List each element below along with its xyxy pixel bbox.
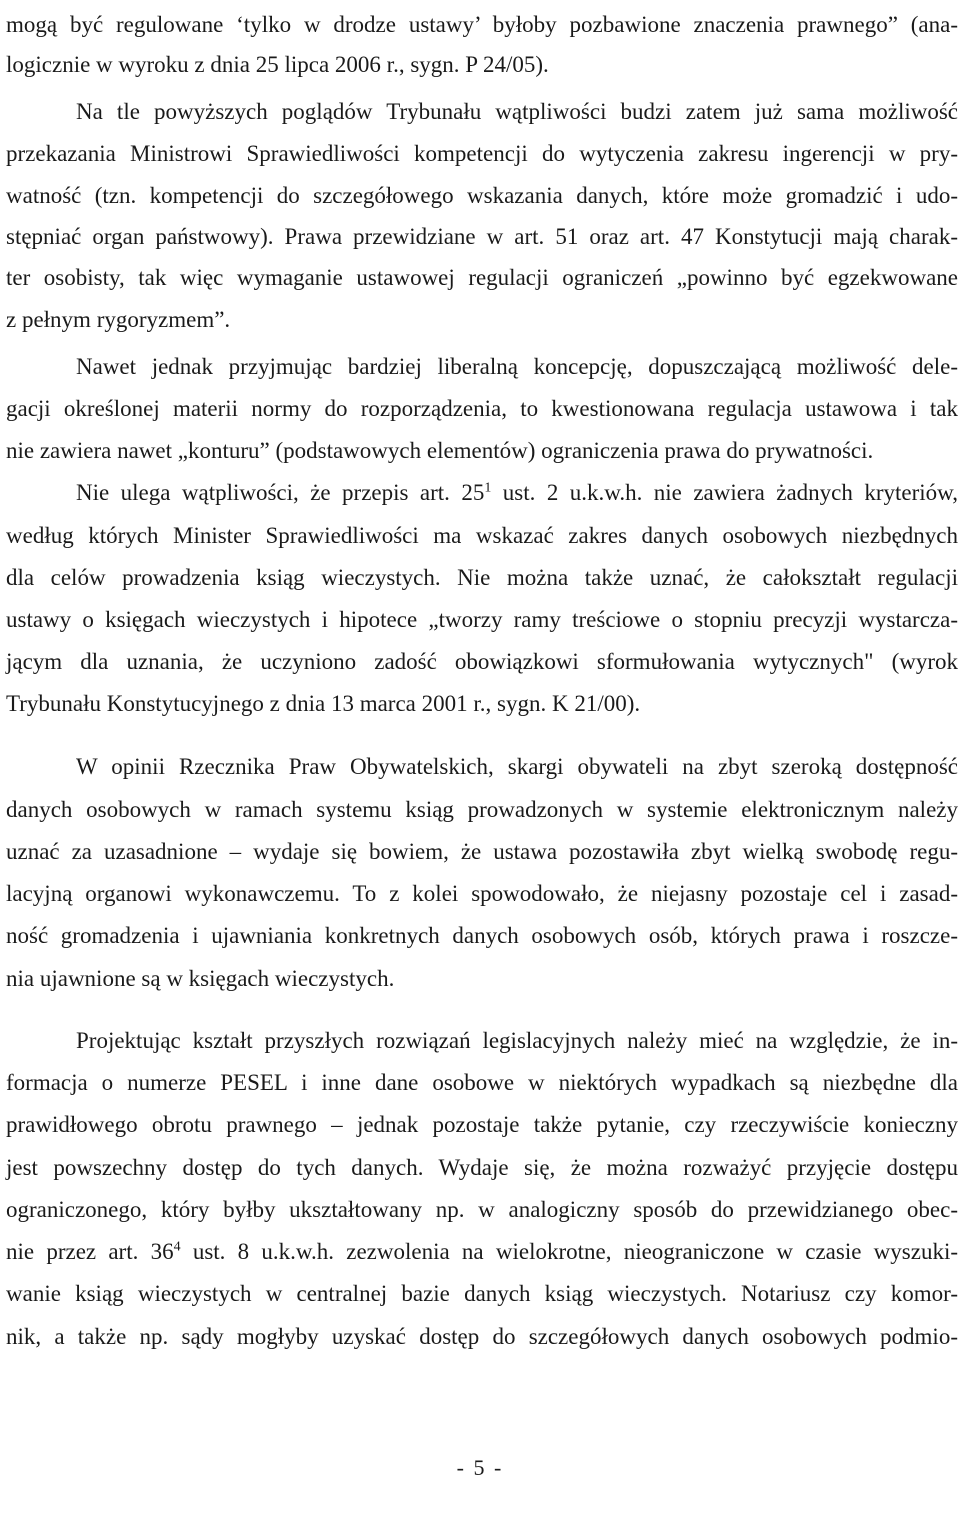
text-segment: Nie ulega wątpliwości, że przepis art. 25 [76,480,485,505]
text-line [6,1237,958,1267]
text-line: prawidłowego obrotu prawnego – jednak pozostaje także pytanie, czy rzeczywiście konieczny [6,1112,958,1137]
text-line: z pełnym rygoryzmem”. [6,307,231,332]
text-line: według których Minister Sprawiedliwości ma wskazać zakres danych osobowych niezbędnych [6,523,958,548]
text-line: nik, a także np. sądy mogłyby uzyskać dostęp do szczegółowych danych osobowych podmio- [6,1324,958,1349]
text-line: Na tle powyższych poglądów Trybunału wątpliwości budzi zatem już sama możliwość [76,99,958,124]
text-line: wanie ksiąg wieczystych w centralnej bazie danych ksiąg wieczystych. Notariusz czy komor- [6,1281,958,1306]
text-line: W opinii Rzecznika Praw Obywatelskich, skargi obywateli na zbyt szeroką dostępność [76,754,958,779]
text-line: Nawet jednak przyjmując bardziej liberalną koncepcję, dopuszczającą możliwość dele- [76,354,958,379]
text-line: ter osobisty, tak więc wymaganie ustawowej regulacji ograniczeń „powinno być egzekwowane [6,265,958,290]
text-line: ograniczonego, który byłby ukształtowany np. w analogiczny sposób do przewidzianego obec- [6,1197,958,1222]
text-line: danych osobowych w ramach systemu ksiąg prowadzonych w systemie elektronicznym należy [6,797,958,822]
text-line: dla celów prowadzenia ksiąg wieczystych. Nie można także uznać, że całokształt regulacji [6,565,958,590]
text-line: ustawy o księgach wieczystych i hipotece „tworzy ramy treściowe o stopniu precyzji wystarcza- [6,607,958,632]
text-line: formacja o numerze PESEL i inne dane osobowe w niektórych wypadkach są niezbędne dla [6,1070,958,1095]
text-line: uznać za uzasadnione – wydaje się bowiem, że ustawa pozostawiła zbyt wielką swobodę regu- [6,839,958,864]
text-segment: ust. 2 u.k.w.h. nie zawiera żadnych kryteriów, [491,480,958,505]
superscript: 1 [484,480,492,496]
superscript: 4 [173,1239,181,1255]
text-line: Trybunału Konstytucyjnego z dnia 13 marca 2001 r., sygn. K 21/00). [6,691,641,716]
text-line: stępniać organ państwowy). Prawa przewidziane w art. 51 oraz art. 47 Konstytucji mają charak- [6,224,958,249]
text-line: przekazania Ministrowi Sprawiedliwości kompetencji do wytyczenia zakresu ingerencji w pry- [6,141,958,166]
text-segment: nie przez art. 36 [6,1239,174,1264]
text-line: mogą być regulowane ‘tylko w drodze ustawy’ byłoby pozbawione znaczenia prawnego” (ana- [6,12,958,37]
text-line: Projektując kształt przyszłych rozwiązań legislacyjnych należy mieć na względzie, że in- [76,1028,958,1053]
text-line: logicznie w wyroku z dnia 25 lipca 2006 r., sygn. P 24/05). [6,52,549,77]
text-line: nia ujawnione są w księgach wieczystych. [6,966,395,991]
text-line: watność (tzn. kompetencji do szczegółowego wskazania danych, które może gromadzić i udo- [6,183,958,208]
page-number: - 5 - [456,1455,504,1480]
text-line: gacji określonej materii normy do rozporządzenia, to kwestionowana regulacja ustawowa i tak [6,396,958,421]
text-line: jest powszechny dostęp do tych danych. Wydaje się, że można rozważyć przyjęcie dostępu [6,1155,958,1180]
text-line: ność gromadzenia i ujawniania konkretnych danych osobowych osób, których prawa i roszcze- [6,923,958,948]
text-line [76,478,958,508]
text-line: nie zawiera nawet „konturu” (podstawowych elementów) ograniczenia prawa do prywatności. [6,438,874,463]
text-line: jącym dla uznania, że uczyniono zadość obowiązkowi sformułowania wytycznych" (wyrok [6,649,958,674]
text-segment: ust. 8 u.k.w.h. zezwolenia na wielokrotne, nieograniczone w czasie wyszuki- [180,1239,958,1264]
text-line: lacyjną organowi wykonawczemu. To z kolei spowodowało, że niejasny pozostaje cel i zasad- [6,881,958,906]
